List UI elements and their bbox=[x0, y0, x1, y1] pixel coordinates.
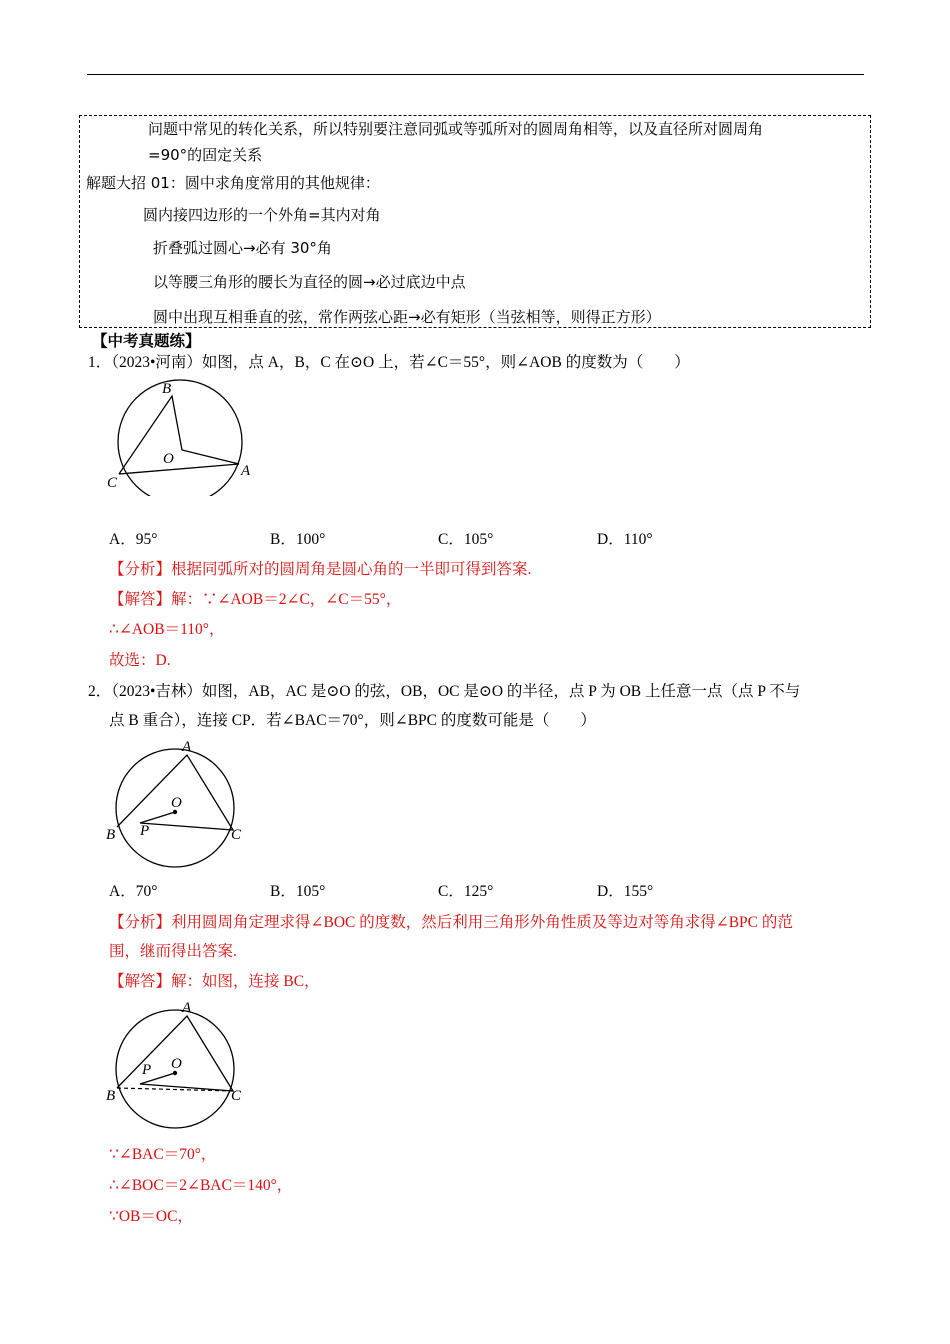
q1-label-c: C bbox=[107, 475, 118, 491]
q2-figure bbox=[100, 737, 250, 875]
q1-solution: 【解答】解：∵∠AOB＝2∠C，∠C＝55°， bbox=[109, 591, 402, 608]
q2-step-1: ∵∠BAC＝70°， bbox=[109, 1146, 217, 1163]
q2-step-3: ∵OB＝OC， bbox=[109, 1208, 193, 1225]
q2-stem-line-1: 2．（2023•吉林）如图，AB，AC 是⊙O 的弦，OB，OC 是⊙O 的半径，点 P 为 OB 上任意一点（点 P 不与 bbox=[88, 683, 801, 700]
q2-label-a: A bbox=[182, 739, 192, 755]
q1-option-c: C．105° bbox=[438, 531, 494, 548]
q2-label-b: B bbox=[106, 827, 116, 843]
tips-rule-1: 圆内接四边形的一个外角=其内对角 bbox=[143, 206, 381, 224]
tips-rule-2: 折叠弧过圆心→必有 30°角 bbox=[153, 239, 332, 257]
q2-solution-figure bbox=[100, 998, 250, 1136]
q2-sol-label-c: C bbox=[231, 1088, 242, 1104]
q2-option-a: A．70° bbox=[109, 883, 158, 900]
q2-sol-label-a: A bbox=[182, 1000, 192, 1016]
q2-analysis-line-2: 围，继而得出答案. bbox=[109, 943, 237, 960]
q1-label-a: A bbox=[241, 463, 251, 479]
q2-stem-line-2: 点 B 重合），连接 CP．若∠BAC＝70°，则∠BPC 的度数可能是（ ） bbox=[109, 712, 596, 729]
q2-option-c: C．125° bbox=[438, 883, 494, 900]
q2-sol-label-p: P bbox=[142, 1062, 152, 1078]
q1-option-a: A．95° bbox=[109, 531, 158, 548]
header-rule bbox=[87, 74, 864, 75]
q2-option-b: B．105° bbox=[270, 883, 326, 900]
tips-line-2: =90°的固定关系 bbox=[148, 146, 263, 164]
q1-answer: 故选：D. bbox=[109, 652, 171, 669]
q1-figure bbox=[100, 378, 260, 496]
q2-label-p: P bbox=[140, 823, 150, 839]
q2-sol-label-o: O bbox=[171, 1056, 182, 1072]
q2-label-o: O bbox=[171, 795, 182, 811]
q1-analysis: 【分析】根据同弧所对的圆周角是圆心角的一半即可得到答案. bbox=[109, 561, 532, 578]
q2-label-c: C bbox=[231, 827, 242, 843]
q2-step-2: ∴∠BOC＝2∠BAC＝140°， bbox=[109, 1177, 293, 1194]
q2-sol-label-b: B bbox=[106, 1088, 116, 1104]
section-title: 【中考真题练】 bbox=[92, 333, 201, 350]
q1-option-b: B．100° bbox=[270, 531, 326, 548]
tips-heading: 解题大招 01：圆中求角度常用的其他规律： bbox=[86, 174, 380, 192]
q1-option-d: D．110° bbox=[597, 531, 653, 548]
tips-rule-3: 以等腰三角形的腰长为直径的圆→必过底边中点 bbox=[153, 273, 466, 291]
q1-step-2: ∴∠AOB＝110°， bbox=[109, 621, 225, 638]
q2-solution: 【解答】解：如图，连接 BC， bbox=[109, 973, 320, 990]
q1-label-o: O bbox=[163, 451, 174, 467]
q1-label-b: B bbox=[162, 381, 172, 397]
q2-option-d: D．155° bbox=[597, 883, 654, 900]
q2-analysis-line-1: 【分析】利用圆周角定理求得∠BOC 的度数，然后利用三角形外角性质及等边对等角求得∠BPC 的范 bbox=[109, 914, 793, 931]
q1-stem: 1．（2023•河南）如图，点 A，B，C 在⊙O 上，若∠C＝55°，则∠AOB 的度数为（ ） bbox=[88, 354, 690, 371]
tips-line-1: 问题中常见的转化关系，所以特别要注意同弧或等弧所对的圆周角相等，以及直径所对圆周角 bbox=[148, 120, 764, 138]
tips-rule-4: 圆中出现互相垂直的弦，常作两弦心距→必有矩形（当弦相等，则得正方形） bbox=[153, 308, 661, 326]
